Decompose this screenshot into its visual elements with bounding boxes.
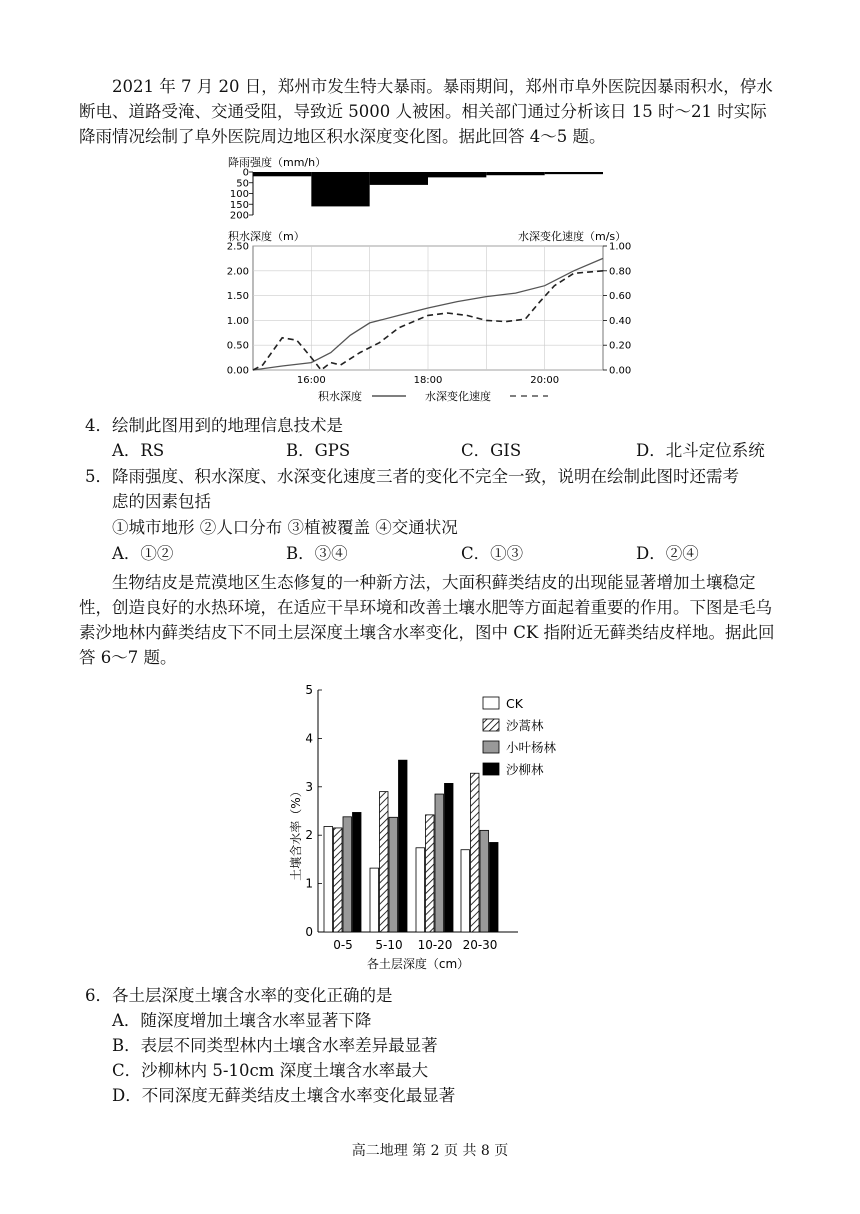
q5-option-c: C．①③ [461,544,524,563]
q4-stem: 4．绘制此图用到的地理信息技术是 [85,416,343,435]
moisture-tick-label: 5 [305,683,313,697]
legend-speed-label: 水深变化速度 [425,390,491,403]
q4-option-d: D．北斗定位系统 [636,441,765,460]
legend-label: 小叶杨林 [506,740,557,755]
depth-category-labels [333,938,497,952]
moisture-bars [324,760,498,932]
q5-option-b: B．③④ [286,544,348,563]
page-footer: 高二地理 第 2 页 共 8 页 [351,1143,509,1159]
soil-moisture-chart [280,678,610,973]
intro-paragraph-1: 2021 年 7 月 20 日，郑州市发生特大暴雨。暴雨期间，郑州市阜外医院因暴雨积水，停水断电、道路受淹、交通受阻，导致近 5000 人被困。相关部门通过分析该日 15 时～21 时实际降雨情况绘制了阜外医院周边地区积水深度变化图。据此回答 4～5 题。 [79,77,773,146]
moisture-bar [490,842,499,932]
depth-axis-label: 积水深度（m） [228,230,305,243]
category-label: 20-30 [462,938,498,952]
moisture-bar [471,773,480,932]
moisture-tick-label: 4 [305,731,313,746]
moisture-bar [380,792,389,932]
moisture-bar [334,828,343,932]
moisture-tick-label: 1 [305,876,313,891]
depth-tick-label: 2.00 [226,266,249,278]
moisture-bar [426,815,435,932]
depth-axis-ticks [227,242,249,377]
q6-option-d: D．不同深度无藓类结皮土壤含水率变化最显著 [112,1086,456,1105]
moisture-legend [483,696,557,777]
intro-paragraph-2: 生物结皮是荒漠地区生态修复的一种新方法，大面积藓类结皮的出现能显著增加土壤稳定性，创造良好的水热环境，在适应干旱环境和改善土壤水肥等方面起着重要的作用。下图是毛乌素沙地林内藓类结皮下不同土层深度土壤含水率变化，图中 CK 指附近无藓类结皮样地。据此回答 6～7 题。 [79,573,775,667]
moisture-tick-label: 3 [305,779,313,794]
rainfall-bars [253,172,603,206]
moisture-bar [353,812,362,932]
depth-tick-label: 1.50 [226,291,249,303]
depth-tick-label: 0.50 [226,340,249,352]
rain-axis-label: 降雨强度（mm/h） [228,156,327,169]
q5-items: ①城市地形 ②人口分布 ③植被覆盖 ④交通状况 [112,518,458,537]
legend-swatch [483,763,499,775]
moisture-tick-label: 2 [305,828,313,843]
moisture-bar [324,826,333,932]
legend-depth-label: 积水深度 [318,390,362,403]
category-label: 10-20 [417,938,453,952]
moisture-bar [389,817,398,932]
rain-tick-label: 200 [229,210,249,222]
q6-option-b: B．表层不同类型林内土壤含水率差异最显著 [112,1036,438,1055]
time-axis-ticks [297,375,559,386]
category-label: 0-5 [333,938,353,952]
rainfall-bar [486,172,544,175]
time-tick-label: 16:00 [296,375,326,386]
rainfall-bar [253,172,311,176]
moisture-bar [480,830,489,932]
rainfall-bar [428,172,486,177]
depth-tick-label: 2.50 [226,241,249,253]
q4-option-c: C．GIS [461,441,522,460]
moisture-bar [435,794,444,932]
rain-tick-label: 0 [242,167,249,179]
q5-stem-line1: 5．降雨强度、积水深度、水深变化速度三者的变化不完全一致，说明在绘制此图时还需考 [85,467,739,486]
time-tick-label: 18:00 [413,375,443,386]
depth-axis-label: 各土层深度（cm） [366,957,470,971]
speed-tick-label: 0.40 [609,315,632,327]
legend-swatch [483,697,499,709]
q4-option-b: B．GPS [286,441,351,460]
rain-tick-label: 50 [236,178,249,190]
moisture-bar [370,868,379,932]
speed-tick-label: 0.60 [609,291,632,303]
q5-option-a: A．①② [112,544,174,563]
depth-tick-label: 0.00 [226,365,249,377]
rain-tick-label: 150 [229,199,249,211]
moisture-bar [416,848,425,932]
legend-label: 沙蒿林 [506,718,544,733]
speed-tick-label: 0.80 [609,266,632,278]
speed-tick-label: 0.00 [609,365,632,377]
speed-tick-label: 1.00 [609,241,632,253]
q5-option-d: D．②④ [636,544,699,563]
speed-tick-label: 0.20 [609,340,632,352]
rainfall-bar [545,172,603,174]
moisture-bar [343,817,352,932]
time-tick-label: 20:00 [530,375,560,386]
category-label: 5-10 [375,938,403,952]
moisture-tick-label: 0 [305,925,313,939]
depth-tick-label: 1.00 [226,315,249,327]
q6-option-c: C．沙柳林内 5-10cm 深度土壤含水率最大 [112,1061,429,1080]
rain-tick-label: 100 [229,189,249,200]
legend-swatch [483,741,499,753]
legend-label: CK [506,696,523,711]
moisture-axis-label: 土壤含水率（%） [289,785,303,881]
rainfall-bar [311,172,369,206]
moisture-bar [461,850,470,932]
speed-axis-label: 水深变化速度（m/s） [518,230,627,243]
rain-axis-ticks [230,168,253,222]
moisture-axis-ticks [305,683,322,939]
q6-stem: 6．各土层深度土壤含水率的变化正确的是 [85,986,393,1005]
speed-axis-ticks [603,242,631,377]
q4-option-a: A．RS [112,441,165,460]
q6-option-a: A．随深度增加土壤含水率显著下降 [112,1011,372,1030]
legend-swatch [483,719,499,731]
water-depth-chart [220,150,632,405]
legend-label: 沙柳林 [506,762,544,777]
q5-stem-line2: 虑的因素包括 [112,492,211,511]
moisture-bar [445,783,454,932]
rainfall-bar [370,172,428,185]
moisture-bar [399,760,408,932]
